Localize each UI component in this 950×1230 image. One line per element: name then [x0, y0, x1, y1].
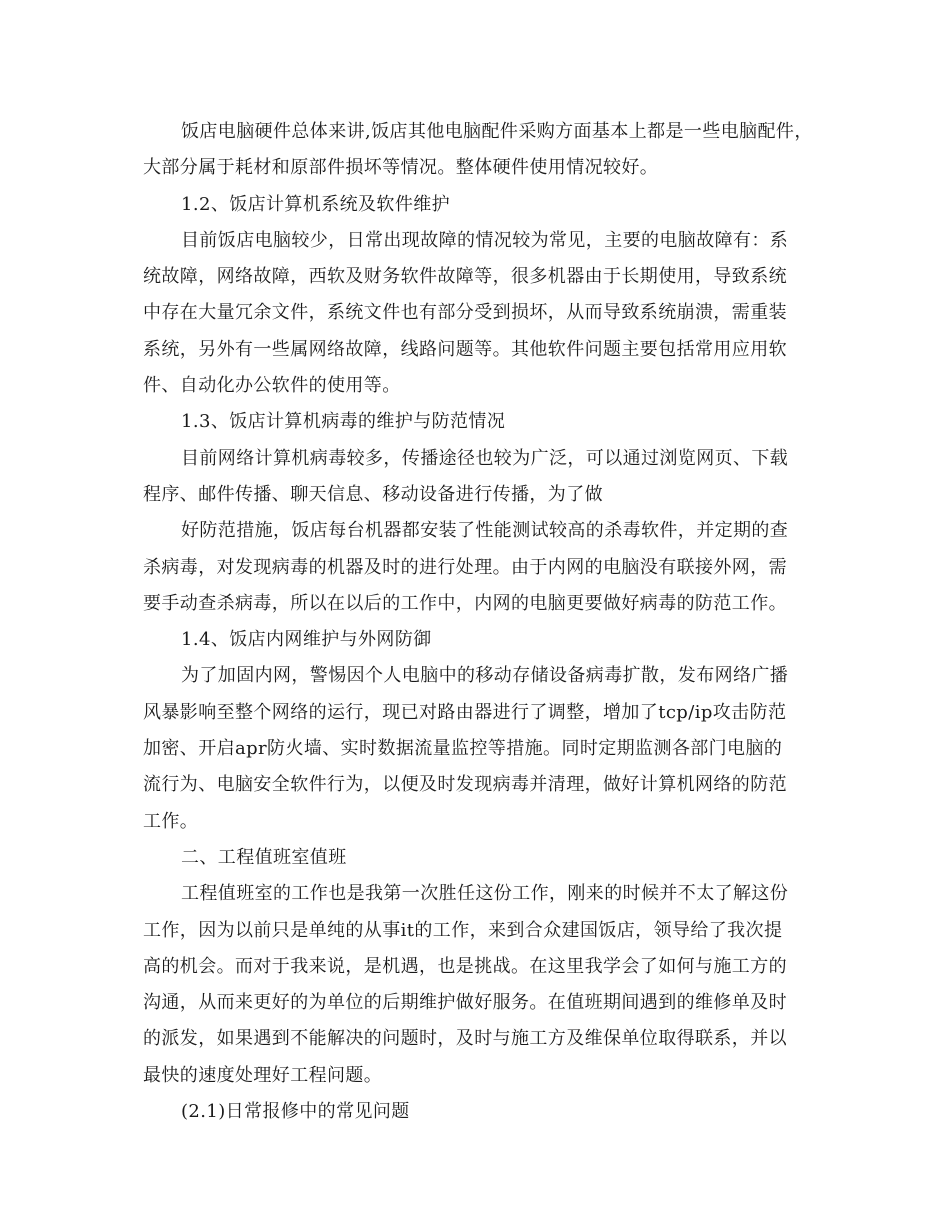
text-line: 高的机会。而对于我来说，是机遇，也是挑战。在这里我学会了如何与施工方的	[143, 955, 787, 977]
text-line: 程序、邮件传播、聊天信息、移动设备进行传播，为了做	[143, 483, 603, 505]
text-line: 杀病毒，对发现病毒的机器及时的进行处理。由于内网的电脑没有联接外网，需	[143, 556, 787, 578]
text-line: 加密、开启apr防火墙、实时数据流量监控等措施。同时定期监测各部门电脑的	[143, 738, 783, 760]
text-line: 沟通，从而来更好的为单位的后期维护做好服务。在值班期间遇到的维修单及时	[143, 992, 787, 1014]
text-line: 好防范措施，饭店每台机器都安装了性能测试较高的杀毒软件，并定期的查	[181, 520, 789, 542]
text-line: 目前网络计算机病毒较多，传播途径也较为广泛，可以通过浏览网页、下载	[181, 447, 789, 469]
text-line: 系统，另外有一些属网络故障，线路问题等。其他软件问题主要包括常用应用软	[143, 338, 787, 360]
text-line: 1.2、饭店计算机系统及软件维护	[181, 193, 451, 215]
text-line: 最快的速度处理好工程问题。	[143, 1064, 383, 1086]
text-line: 工程值班室的工作也是我第一次胜任这份工作，刚来的时候并不太了解这份	[181, 883, 789, 905]
text-line: (2.1)日常报修中的常见问题	[181, 1101, 410, 1123]
text-line: 中存在大量冗余文件，系统文件也有部分受到损坏，从而导致系统崩溃，需重装	[143, 302, 787, 324]
text-line: 统故障，网络故障，西软及财务软件故障等，很多机器由于长期使用，导致系统	[143, 266, 787, 288]
text-line: 风暴影响至整个网络的运行，现已对路由器进行了调整，增加了tcp/ip攻击防范	[143, 701, 787, 723]
text-line: 工作，因为以前只是单纯的从事it的工作，来到合众建国饭店，领导给了我次提	[143, 919, 783, 941]
text-line: 为了加固内网，警惕因个人电脑中的移动存储设备病毒扩散，发布网络广播	[181, 665, 789, 687]
text-line: 件、自动化办公软件的使用等。	[143, 375, 401, 397]
document-body	[143, 114, 815, 1130]
text-line: 1.3、饭店计算机病毒的维护与防范情况	[181, 411, 506, 433]
text-line: 工作。	[143, 810, 199, 832]
text-line: 二、工程值班室值班	[181, 846, 347, 868]
text-line: 目前饭店电脑较少，日常出现故障的情况较为常见，主要的电脑故障有：系	[181, 229, 789, 251]
text-line: 饭店电脑硬件总体来讲,饭店其他电脑配件采购方面基本上都是一些电脑配件，	[181, 121, 813, 142]
text-line: 大部分属于耗材和原部件损坏等情况。整体硬件使用情况较好。	[143, 157, 659, 179]
text-line: 流行为、电脑安全软件行为，以便及时发现病毒并清理，做好计算机网络的防范	[143, 774, 787, 796]
text-line: 1.4、饭店内网维护与外网防御	[181, 629, 432, 651]
text-line: 的派发，如果遇到不能解决的问题时，及时与施工方及维保单位取得联系，并以	[143, 1028, 787, 1050]
text-line: 要手动查杀病毒，所以在以后的工作中，内网的电脑更要做好病毒的防范工作。	[143, 592, 787, 614]
